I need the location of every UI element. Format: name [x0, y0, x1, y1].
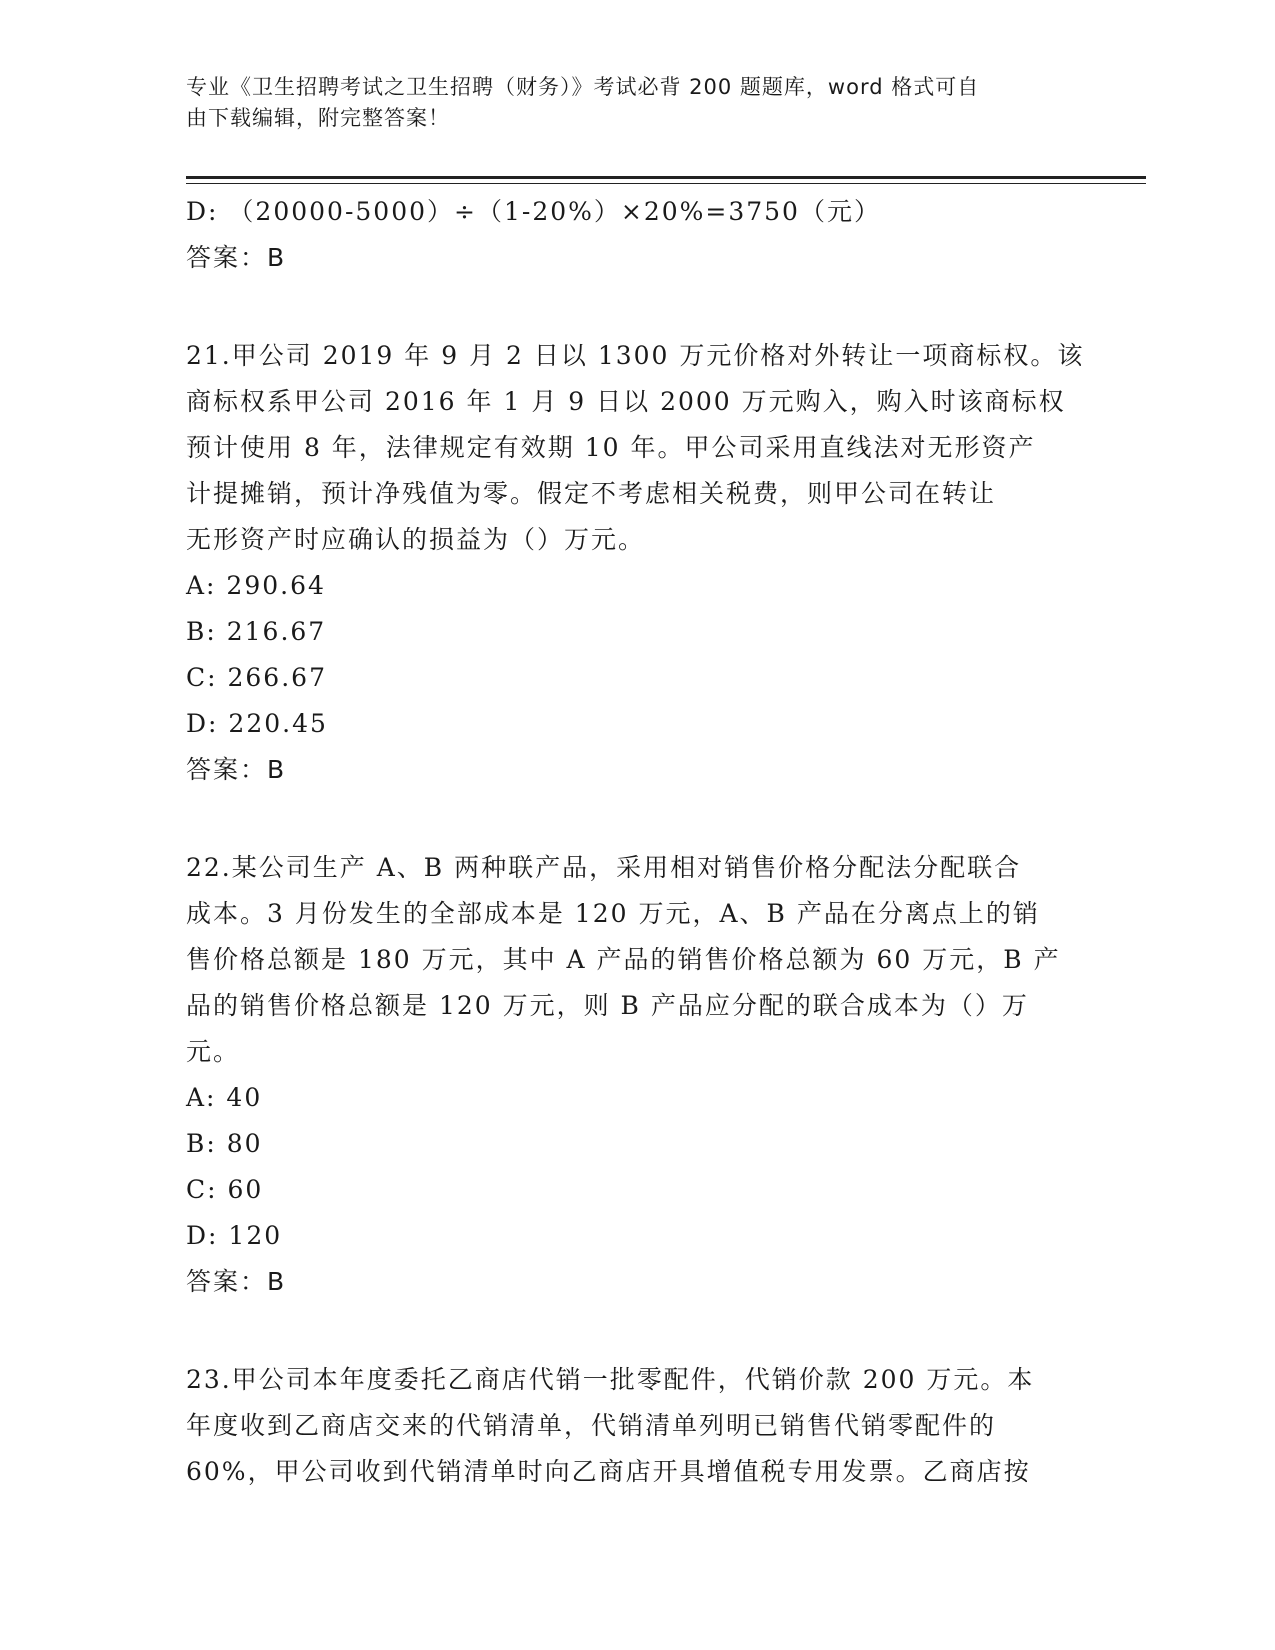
option-c: C: 266.67: [186, 663, 327, 692]
question-text-line: 商标权系甲公司 2016 年 1 月 9 日以 2000 万元购入，购入时该商标权: [186, 387, 1066, 416]
document-header: [186, 72, 1066, 134]
question-text-line: 计提摊销，预计净残值为零。假定不考虑相关税费，则甲公司在转让: [186, 479, 997, 508]
question-text-line: 60%，甲公司收到代销清单时向乙商店开具增值税专用发票。乙商店按: [186, 1457, 1031, 1486]
option-d: D: 120: [186, 1221, 283, 1250]
question-text-line: 22.某公司生产 A、B 两种联产品，采用相对销售价格分配法分配联合: [186, 853, 1022, 882]
option-c: C: 60: [186, 1175, 264, 1204]
question-text-line: 23.甲公司本年度委托乙商店代销一批零配件，代销价款 200 万元。本: [186, 1365, 1035, 1394]
question-text-line: 预计使用 8 年，法律规定有效期 10 年。甲公司采用直线法对无形资产: [186, 433, 1036, 462]
question-text-line: 元。: [186, 1037, 241, 1066]
spacer: [186, 1305, 1086, 1357]
prev-answer: 答案：B: [186, 243, 287, 272]
question-text-line: 成本。3 月份发生的全部成本是 120 万元，A、B 产品在分离点上的销: [186, 899, 1040, 928]
answer-label: 答案：B: [186, 1267, 287, 1296]
header-rule-thick: [186, 176, 1146, 179]
question-text-line: 无形资产时应确认的损益为（）万元。: [186, 525, 646, 554]
header-line-2: 由下载编辑，附完整答案！: [186, 106, 450, 130]
question-text-line: 售价格总额是 180 万元，其中 A 产品的销售价格总额为 60 万元，B 产: [186, 945, 1061, 974]
question-text-line: 品的销售价格总额是 120 万元，则 B 产品应分配的联合成本为（）万: [186, 991, 1029, 1020]
spacer: [186, 793, 1086, 845]
answer-label: 答案：B: [186, 755, 287, 784]
header-line-1: 专业《卫生招聘考试之卫生招聘（财务）》考试必背 200 题题库，word 格式可自: [186, 75, 980, 99]
option-b: B: 80: [186, 1129, 263, 1158]
question-content: [186, 189, 1086, 1495]
spacer: [186, 281, 1086, 333]
option-b: B: 216.67: [186, 617, 327, 646]
question-22: [186, 845, 1086, 1305]
header-rule-thin: [186, 183, 1146, 184]
question-text-line: 21.甲公司 2019 年 9 月 2 日以 1300 万元价格对外转让一项商标权。该: [186, 341, 1085, 370]
option-a: A: 40: [186, 1083, 263, 1112]
question-text-line: 年度收到乙商店交来的代销清单，代销清单列明已销售代销零配件的: [186, 1411, 997, 1440]
question-21: [186, 333, 1086, 793]
option-a: A: 290.64: [186, 571, 326, 600]
prev-option-d: D: （20000-5000）÷（1-20%）×20%=3750（元）: [186, 197, 881, 226]
question-23: [186, 1357, 1086, 1495]
option-d: D: 220.45: [186, 709, 328, 738]
